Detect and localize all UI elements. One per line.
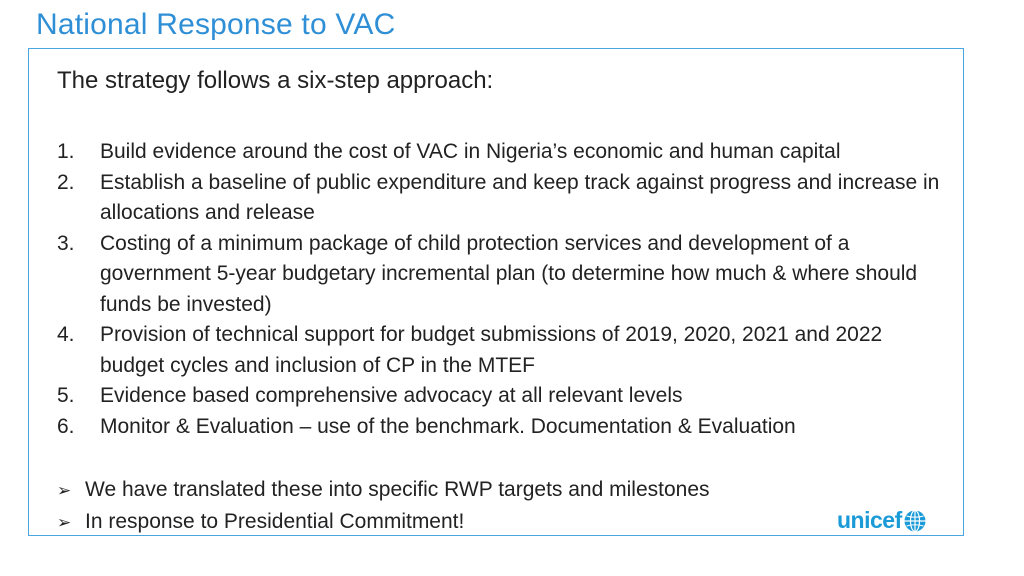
logo-text: unicef — [837, 507, 902, 533]
step-number: 3. — [57, 231, 75, 255]
step-number: 5. — [57, 384, 75, 407]
unicef-logo — [837, 507, 927, 534]
arrow-bullet-icon: ➢ — [57, 481, 72, 501]
slide-title: National Response to VAC — [36, 8, 396, 41]
arrow-bullet-icon: ➢ — [57, 512, 72, 533]
bullet-text: We have translated these into specific RWP targets and milestones — [85, 478, 710, 501]
step-text: Establish a baseline of public expenditure and keep track against progress and increase in allocations and release — [100, 170, 940, 224]
unicef-globe-icon — [903, 509, 927, 533]
step-text: Costing of a minimum package of child protection services and development of a government 5-year budgetary incremental plan (to determine how much & where should funds be invested) — [100, 231, 918, 316]
step-number: 4. — [57, 323, 75, 346]
list-item — [57, 229, 947, 321]
step-text: Build evidence around the cost of VAC in Nigeria’s economic and human capital — [100, 140, 841, 163]
step-text: Evidence based comprehensive advocacy at all relevant levels — [100, 384, 683, 407]
bullets-list — [57, 475, 937, 538]
content-box — [28, 48, 964, 536]
list-item — [57, 320, 947, 381]
step-number: 6. — [57, 414, 75, 438]
bullet-text: In response to Presidential Commitment! — [85, 509, 465, 533]
steps-list — [57, 137, 947, 442]
step-number: 1. — [57, 140, 75, 163]
step-text: Provision of technical support for budget submissions of 2019, 2020, 2021 and 2022 budget cycles and inclusion of CP in the MTEF — [100, 323, 883, 377]
list-item — [57, 137, 947, 168]
list-item — [57, 475, 937, 507]
step-text: Monitor & Evaluation – use of the benchmark. Documentation & Evaluation — [100, 414, 796, 438]
list-item — [57, 168, 947, 229]
list-item — [57, 412, 947, 443]
list-item — [57, 381, 947, 412]
intro-text: The strategy follows a six-step approach: — [57, 67, 494, 94]
list-item — [57, 507, 937, 539]
step-number: 2. — [57, 170, 75, 194]
